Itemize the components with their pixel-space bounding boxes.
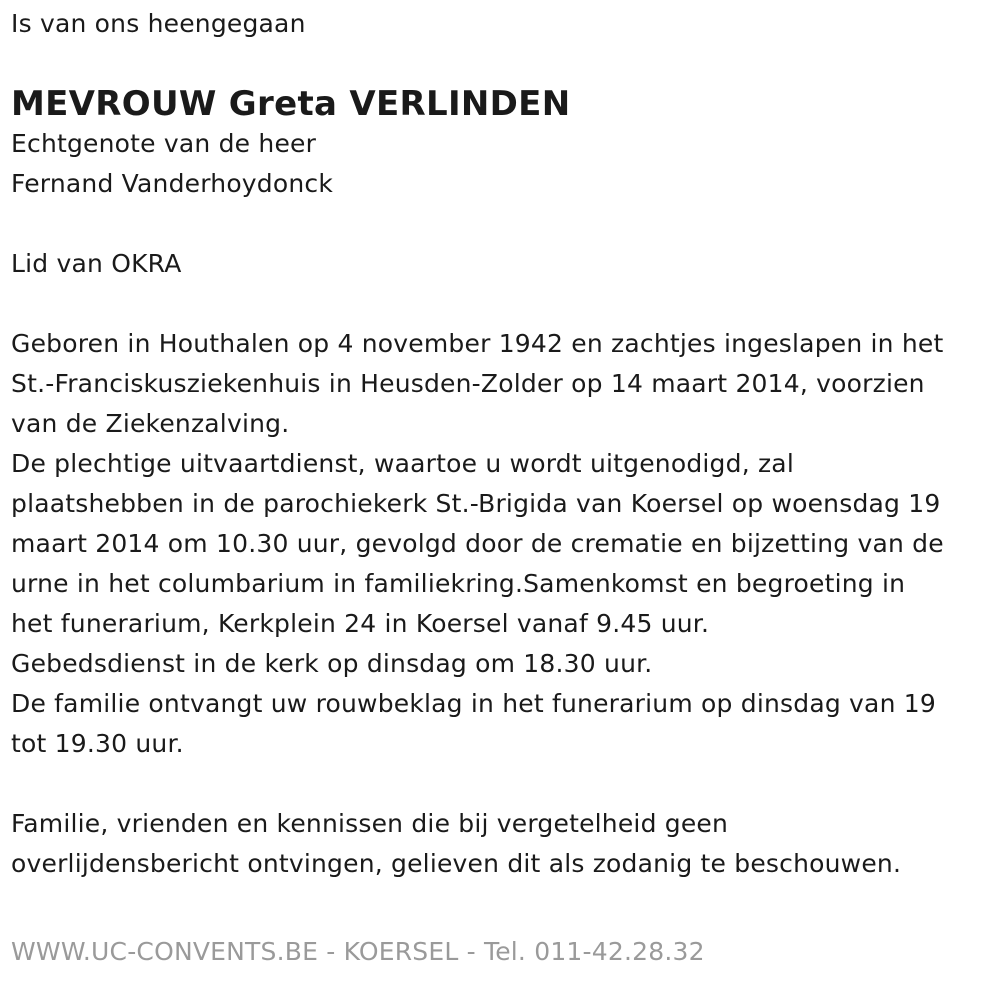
spacer	[11, 284, 991, 324]
membership-text: Lid van OKRA	[11, 249, 182, 278]
body-line: van de Ziekenzalving.	[11, 409, 290, 438]
body-line: maart 2014 om 10.30 uur, gevolgd door de crematie en bijzetting van de	[11, 529, 944, 558]
body-line: St.-Franciskusziekenhuis in Heusden-Zolder op 14 maart 2014, voorzien	[11, 369, 925, 398]
spacer	[11, 764, 991, 804]
spouse-line: Fernand Vanderhoydonck	[11, 169, 334, 198]
closing-block	[11, 804, 991, 884]
deceased-name: MEVROUW Greta VERLINDEN	[11, 84, 571, 124]
body-line: tot 19.30 uur.	[11, 729, 184, 758]
body-line: De plechtige uitvaartdienst, waartoe u wordt uitgenodigd, zal	[11, 449, 794, 478]
spacer	[11, 204, 991, 244]
body-line: Gebedsdienst in de kerk op dinsdag om 18.30 uur.	[11, 649, 653, 678]
spouse-line: Echtgenote van de heer	[11, 129, 317, 158]
closing-line: Familie, vrienden en kennissen die bij vergetelheid geen	[11, 809, 729, 838]
spouse-block	[11, 124, 991, 204]
body-line: Geboren in Houthalen op 4 november 1942 en zachtjes ingeslapen in het	[11, 329, 944, 358]
obituary-notice	[11, 4, 991, 884]
body-line: urne in het columbarium in familiekring.Samenkomst en begroeting in	[11, 569, 906, 598]
body-line: De familie ontvangt uw rouwbeklag in het funerarium op dinsdag van 19	[11, 689, 936, 718]
body-line: het funerarium, Kerkplein 24 in Koersel vanaf 9.45 uur.	[11, 609, 710, 638]
footer-contact: WWW.UC-CONVENTS.BE - KOERSEL - Tel. 011-42.28.32	[11, 937, 705, 966]
closing-line: overlijdensbericht ontvingen, gelieven dit als zodanig te beschouwen.	[11, 849, 902, 878]
intro-text: Is van ons heengegaan	[11, 9, 306, 38]
body-block	[11, 324, 991, 764]
body-line: plaatshebben in de parochiekerk St.-Brigida van Koersel op woensdag 19	[11, 489, 941, 518]
